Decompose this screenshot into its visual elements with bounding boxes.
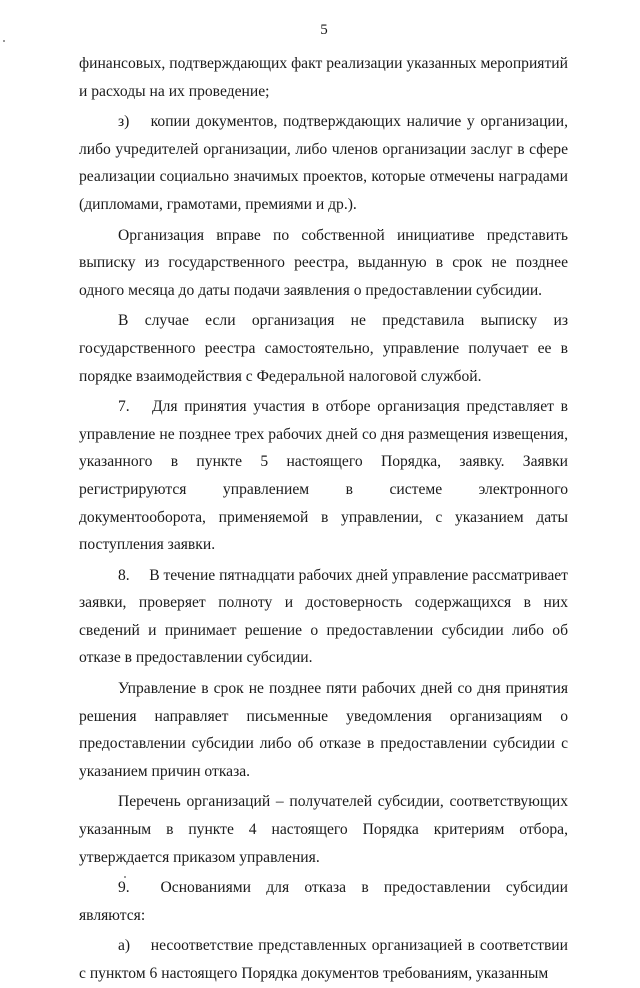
clause-9: 9. Основаниями для отказа в предоставлении субсидии являются:	[79, 879, 568, 924]
clause-z: з) копии документов, подтверждающих наличие у организации, либо учредителей организации, либо членов организации заслуг в сфере реализации социально значимых проектов, которые отмечены наградами (дипломами, грамотами, премиями и др.).	[79, 113, 568, 213]
clause-a: а) несоответствие представленных организацией в соответствии с пунктом 6 настоящего Порядка документов требованиям, указанным	[79, 937, 568, 982]
paragraph-recipients-list: Перечень организаций – получателей субсидии, соответствующих указанным в пункте 4 настоящего Порядка критериям отбора, утверждается приказом управления.	[79, 793, 568, 866]
paragraph-tax-service: В случае если организация не представила выписку из государственного реестра самостоятельно, управление получает ее в порядке взаимодействия с Федеральной налоговой службой.	[79, 312, 568, 385]
paragraph-notification: Управление в срок не позднее пяти рабочих дней со дня принятия решения направляет письменные уведомления организациям о предоставлении субсидии либо об отказе в предоставлении субсидии с указанием причин отказа.	[79, 680, 568, 780]
scan-dot	[3, 40, 5, 42]
scan-dot	[124, 876, 126, 878]
clause-8: 8. В течение пятнадцати рабочих дней управление рассматривает заявки, проверяет полноту и достоверность содержащихся в них сведений и принимает решение о предоставлении субсидии либо об отказе в предоставлении субсидии.	[79, 566, 568, 667]
document-body	[79, 50, 568, 988]
paragraph-continuation: финансовых, подтверждающих факт реализации указанных мероприятий и расходы на их проведение;	[79, 55, 568, 100]
page-number: 5	[320, 22, 328, 38]
paragraph-registry-extract: Организация вправе по собственной инициативе представить выписку из государственного реестра, выданную в срок не позднее одного месяца до даты подачи заявления о предоставлении субсидии.	[79, 226, 568, 299]
clause-7: 7. Для принятия участия в отборе организация представляет в управление не позднее трех рабочих дней со дня размещения извещения, указанного в пункте 5 настоящего Порядка, заявку. Заявки регистрируются управлением в системе электронного документооборота, применяемой в управлении, с указанием даты поступления заявки.	[79, 398, 568, 554]
